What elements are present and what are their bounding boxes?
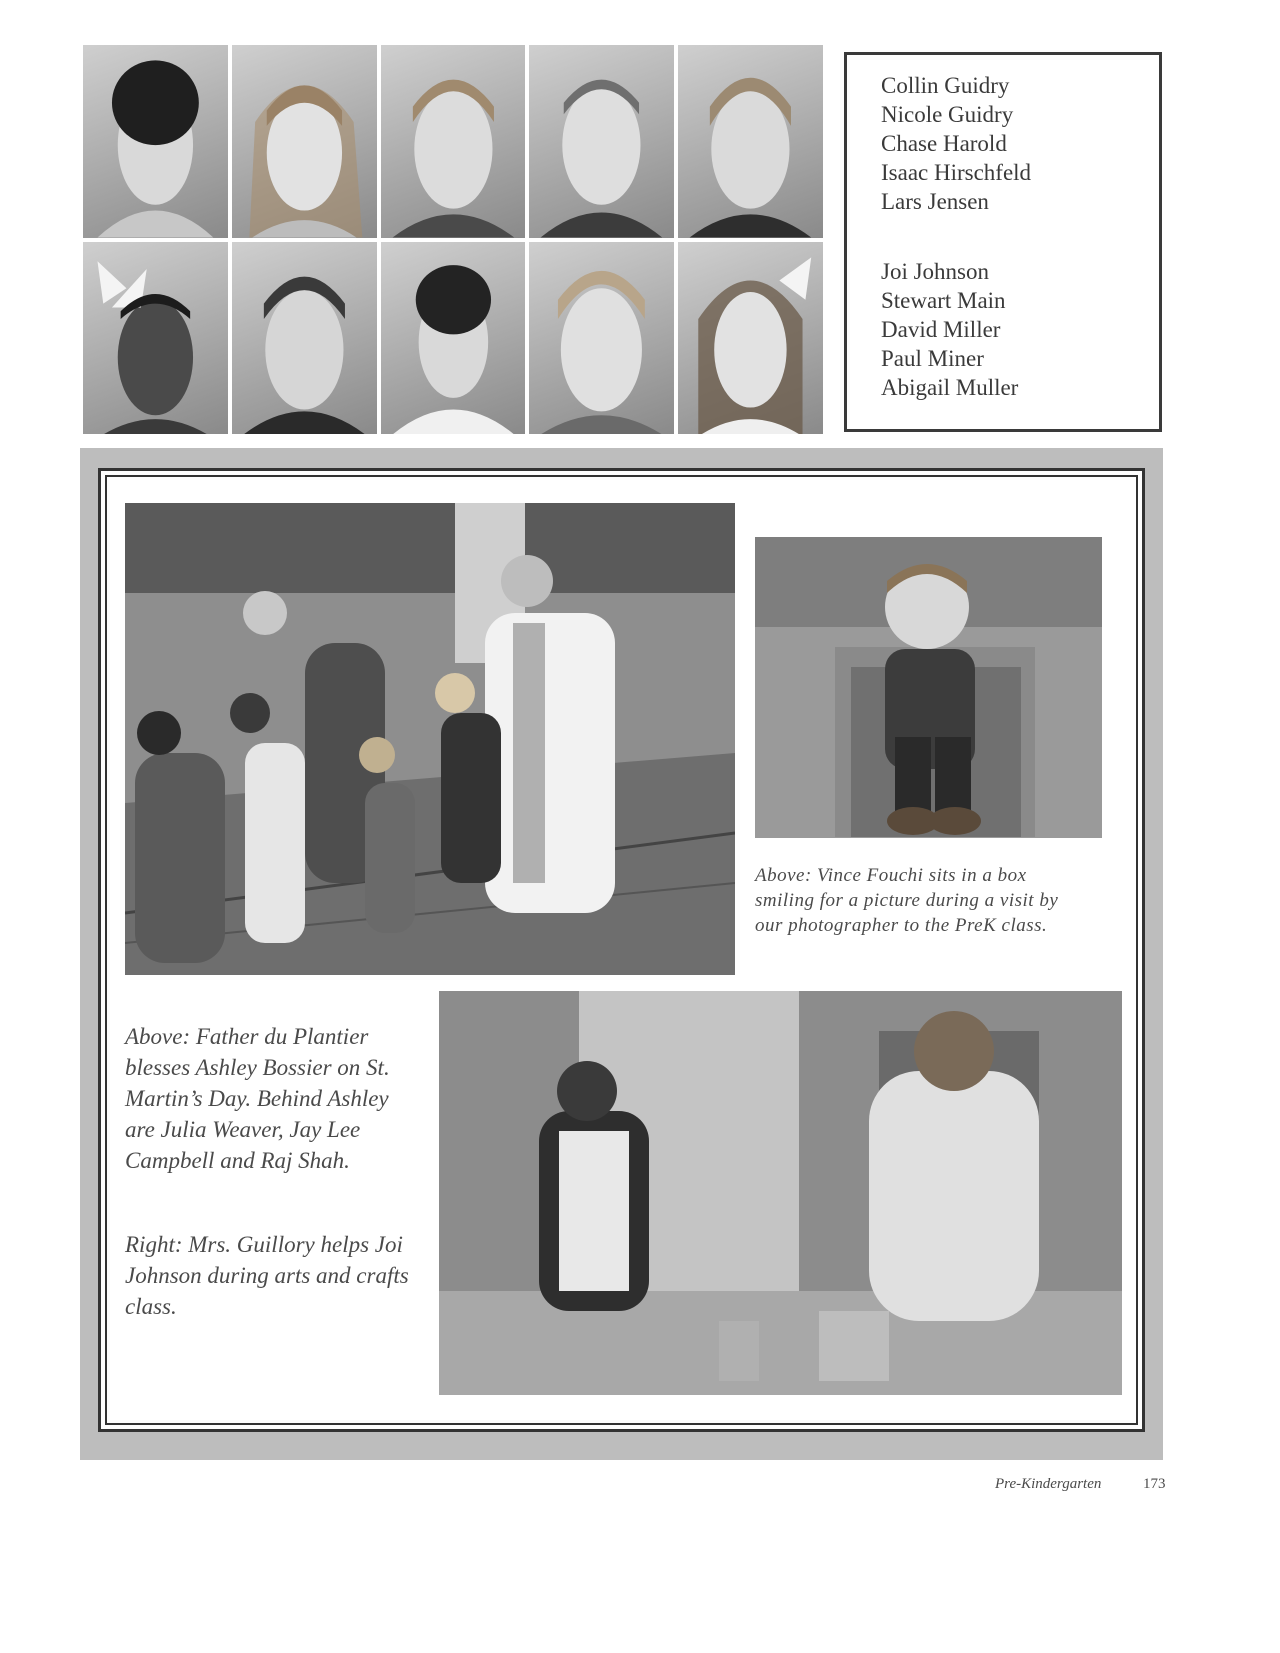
student-name: Collin Guidry: [881, 73, 1010, 98]
box-photo-caption: Above: Vince Fouchi sits in a box smiling for a picture during a visit by our photographer to the PreK class.: [755, 865, 1059, 936]
student-portrait: [529, 242, 674, 435]
candid-photos-panel: [80, 448, 1163, 1460]
student-portrait: [232, 242, 377, 435]
footer-section-title: Pre-Kindergarten: [995, 1476, 1102, 1492]
student-portrait: [83, 242, 228, 435]
student-portrait: [678, 45, 823, 238]
student-portrait: [529, 45, 674, 238]
student-name: Isaac Hirschfeld: [881, 160, 1032, 185]
student-name: Stewart Main: [881, 288, 1006, 313]
student-name: Chase Harold: [881, 131, 1007, 156]
student-name: Nicole Guidry: [881, 102, 1014, 127]
student-portrait: [381, 45, 526, 238]
blessing-photo: [125, 503, 735, 975]
student-names-row2: [881, 257, 1018, 402]
student-names-row1: [881, 71, 1031, 216]
box-photo: [755, 537, 1102, 838]
blessing-photo-caption: Above: Father du Plantier blesses Ashley Bossier on St. Martin’s Day. Behind Ashley are Julia Weaver, Jay Lee Campbell and Raj Shah.: [125, 1024, 390, 1173]
page-number: 173: [1143, 1476, 1166, 1492]
student-portrait: [678, 242, 823, 435]
student-name: Lars Jensen: [881, 189, 989, 214]
crafts-photo: [439, 991, 1122, 1395]
crafts-photo-caption: Right: Mrs. Guillory helps Joi Johnson during arts and crafts class.: [125, 1232, 409, 1319]
double-border-frame: [98, 468, 1145, 1432]
student-name: Abigail Muller: [881, 375, 1019, 400]
student-name: Joi Johnson: [881, 259, 989, 284]
student-names-box: [844, 52, 1162, 432]
student-portrait: [83, 45, 228, 238]
student-portrait: [381, 242, 526, 435]
portrait-grid: [83, 45, 823, 434]
student-name: Paul Miner: [881, 346, 984, 371]
student-portrait: [232, 45, 377, 238]
student-name: David Miller: [881, 317, 1001, 342]
